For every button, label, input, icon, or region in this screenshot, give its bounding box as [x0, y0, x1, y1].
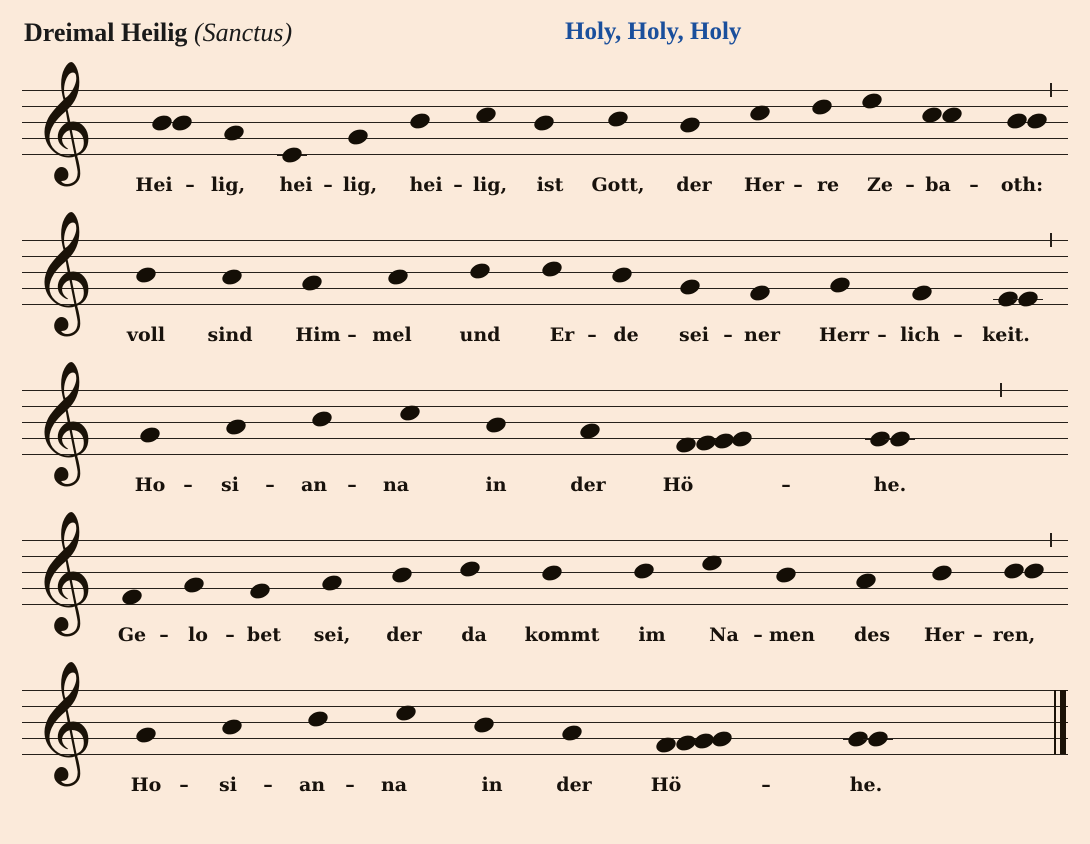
note-head: [182, 575, 206, 595]
lyric-syllable: da: [461, 624, 487, 646]
lyric-syllable: der: [556, 774, 592, 796]
title-subtitle: (Sanctus): [193, 18, 293, 47]
lyric-syllable: –: [179, 774, 189, 796]
treble-clef-icon: 𝄞: [32, 59, 94, 181]
note-head: [810, 97, 834, 117]
staff-system: [0, 209, 1090, 378]
barline-thin: [1054, 690, 1056, 754]
lyric-syllable: sei,: [313, 624, 351, 646]
note-head: [306, 709, 330, 729]
lyric-syllable: keit.: [982, 324, 1030, 346]
lyric-syllable: hei: [409, 174, 443, 196]
lyric-line: [22, 174, 1068, 204]
lyric-syllable: Ho: [134, 474, 166, 496]
treble-clef-icon: 𝄞: [32, 509, 94, 631]
note-head: [1005, 111, 1029, 131]
note-head: [224, 417, 248, 437]
lyric-syllable: ner: [744, 324, 780, 346]
lyric-syllable: an: [300, 474, 328, 496]
lyric-syllable: –: [969, 174, 979, 196]
lyric-syllable: he.: [849, 774, 883, 796]
lyric-syllable: de: [613, 324, 639, 346]
note-head: [300, 273, 324, 293]
lyric-syllable: –: [225, 624, 235, 646]
note-head: [134, 265, 158, 285]
title-german: Dreimal Heilig: [24, 18, 188, 47]
note-head: [222, 123, 246, 143]
title-english: Holy, Holy, Holy: [565, 18, 742, 45]
lyric-line: [22, 774, 1068, 804]
lyric-syllable: –: [453, 174, 463, 196]
note-head: [390, 565, 414, 585]
lyric-syllable: –: [905, 174, 915, 196]
note-head: [828, 275, 852, 295]
lyric-syllable: na: [382, 474, 410, 496]
lyric-syllable: –: [323, 174, 333, 196]
lyric-syllable: ist: [536, 174, 564, 196]
note-head: [280, 145, 304, 165]
staff-line: [22, 304, 1068, 305]
lyric-syllable: Ze: [867, 174, 893, 196]
staff: [22, 659, 1068, 781]
lyric-syllable: Herr: [818, 324, 870, 346]
system-end-tick: [1050, 233, 1052, 247]
lyric-syllable: –: [877, 324, 887, 346]
staff-line: [22, 754, 1068, 755]
lyric-syllable: he.: [873, 474, 907, 496]
staff-line: [22, 240, 1068, 241]
lyric-syllable: des: [853, 624, 891, 646]
lyric-syllable: Na: [709, 624, 739, 646]
staff-line: [22, 390, 1068, 391]
staff-line: [22, 138, 1068, 139]
lyric-syllable: –: [347, 324, 357, 346]
staff-line: [22, 588, 1068, 589]
system-end-tick: [1050, 533, 1052, 547]
lyric-syllable: –: [265, 474, 275, 496]
note-head: [248, 581, 272, 601]
lyric-syllable: –: [953, 324, 963, 346]
lyric-syllable: an: [298, 774, 326, 796]
staff-line: [22, 256, 1068, 257]
lyric-syllable: lig,: [210, 174, 246, 196]
staff-system: [0, 359, 1090, 528]
note-head: [532, 113, 556, 133]
lyric-syllable: in: [485, 474, 507, 496]
system-end-tick: [1000, 383, 1002, 397]
lyric-syllable: –: [183, 474, 193, 496]
lyric-syllable: ba: [925, 174, 951, 196]
note-head: [150, 113, 174, 133]
page-header: [0, 18, 1090, 66]
lyric-syllable: der: [676, 174, 712, 196]
staff: [22, 209, 1068, 331]
note-head: [540, 563, 564, 583]
staff: [22, 359, 1068, 481]
staff-system: [0, 659, 1090, 828]
lyric-syllable: –: [345, 774, 355, 796]
lyric-syllable: –: [263, 774, 273, 796]
note-head: [710, 729, 734, 749]
note-head: [560, 723, 584, 743]
system-end-tick: [1050, 83, 1052, 97]
note-head: [408, 111, 432, 131]
staff: [22, 509, 1068, 631]
note-head: [1016, 289, 1040, 309]
note-head: [220, 717, 244, 737]
note-head: [458, 559, 482, 579]
note-head: [346, 127, 370, 147]
lyric-syllable: na: [380, 774, 408, 796]
note-head: [748, 283, 772, 303]
lyric-syllable: Er: [549, 324, 575, 346]
note-head: [472, 715, 496, 735]
lyric-syllable: lig,: [472, 174, 508, 196]
note-head: [910, 283, 934, 303]
lyric-syllable: mel: [372, 324, 412, 346]
lyric-syllable: im: [638, 624, 666, 646]
note-head: [606, 109, 630, 129]
lyric-syllable: der: [570, 474, 606, 496]
staff-system: [0, 59, 1090, 228]
staff-line: [22, 288, 1068, 289]
note-head: [1022, 561, 1046, 581]
staff-line: [22, 406, 1068, 407]
lyric-syllable: –: [185, 174, 195, 196]
lyric-syllable: bet: [246, 624, 282, 646]
lyric-syllable: der: [386, 624, 422, 646]
lyric-syllable: kommt: [524, 624, 600, 646]
staff: [22, 59, 1068, 181]
staff-line: [22, 422, 1068, 423]
lyric-syllable: si: [219, 774, 237, 796]
staff-line: [22, 604, 1068, 605]
lyric-syllable: sind: [207, 324, 253, 346]
lyric-syllable: in: [481, 774, 503, 796]
lyric-syllable: ren,: [992, 624, 1036, 646]
lyric-syllable: –: [753, 624, 763, 646]
lyric-syllable: und: [459, 324, 501, 346]
staff-line: [22, 106, 1068, 107]
treble-clef-icon: 𝄞: [32, 209, 94, 331]
lyric-syllable: lich: [900, 324, 940, 346]
note-head: [866, 729, 890, 749]
lyric-syllable: lig,: [342, 174, 378, 196]
note-head: [540, 259, 564, 279]
staff-system: [0, 509, 1090, 678]
note-head: [386, 267, 410, 287]
note-head: [730, 429, 754, 449]
staff-line: [22, 722, 1068, 723]
treble-clef-icon: 𝄞: [32, 359, 94, 481]
lyric-syllable: –: [793, 174, 803, 196]
note-head: [678, 277, 702, 297]
lyric-line: [22, 624, 1068, 654]
note-head: [138, 425, 162, 445]
lyric-syllable: lo: [188, 624, 208, 646]
note-head: [774, 565, 798, 585]
lyric-syllable: Him: [295, 324, 341, 346]
lyric-syllable: voll: [126, 324, 166, 346]
staff-line: [22, 90, 1068, 91]
lyric-syllable: –: [159, 624, 169, 646]
staff-line: [22, 154, 1068, 155]
lyric-syllable: hei: [279, 174, 313, 196]
lyric-syllable: –: [973, 624, 983, 646]
page-title: [24, 18, 292, 48]
lyric-syllable: Hei: [135, 174, 173, 196]
treble-clef-icon: 𝄞: [32, 659, 94, 781]
note-head: [888, 429, 912, 449]
lyric-syllable: –: [347, 474, 357, 496]
staff-line: [22, 540, 1068, 541]
note-head: [170, 113, 194, 133]
note-head: [930, 563, 954, 583]
lyric-syllable: Ge: [117, 624, 147, 646]
note-head: [134, 725, 158, 745]
lyric-syllable: –: [781, 474, 791, 496]
barline-thick: [1060, 690, 1066, 754]
note-head: [1002, 561, 1026, 581]
lyric-line: [22, 474, 1068, 504]
lyric-syllable: Ho: [130, 774, 162, 796]
lyric-syllable: si: [221, 474, 239, 496]
lyric-syllable: men: [768, 624, 816, 646]
staff-line: [22, 690, 1068, 691]
lyric-syllable: Her: [923, 624, 965, 646]
lyric-syllable: –: [723, 324, 733, 346]
note-head: [632, 561, 656, 581]
lyric-syllable: Hö: [650, 774, 682, 796]
lyric-syllable: Her: [743, 174, 785, 196]
note-head: [1025, 111, 1049, 131]
note-head: [678, 115, 702, 135]
staff-line: [22, 706, 1068, 707]
staff-line: [22, 454, 1068, 455]
staff-line: [22, 556, 1068, 557]
note-head: [484, 415, 508, 435]
staff-line: [22, 738, 1068, 739]
note-head: [310, 409, 334, 429]
note-head: [610, 265, 634, 285]
lyric-syllable: Gott,: [591, 174, 645, 196]
lyric-syllable: oth:: [1000, 174, 1044, 196]
lyric-syllable: –: [587, 324, 597, 346]
lyric-syllable: –: [761, 774, 771, 796]
note-head: [220, 267, 244, 287]
note-head: [320, 573, 344, 593]
note-head: [468, 261, 492, 281]
staff-systems: [0, 59, 1090, 828]
lyric-line: [22, 324, 1068, 354]
lyric-syllable: sei: [678, 324, 710, 346]
lyric-syllable: Hö: [662, 474, 694, 496]
lyric-syllable: re: [816, 174, 840, 196]
note-head: [860, 91, 884, 111]
